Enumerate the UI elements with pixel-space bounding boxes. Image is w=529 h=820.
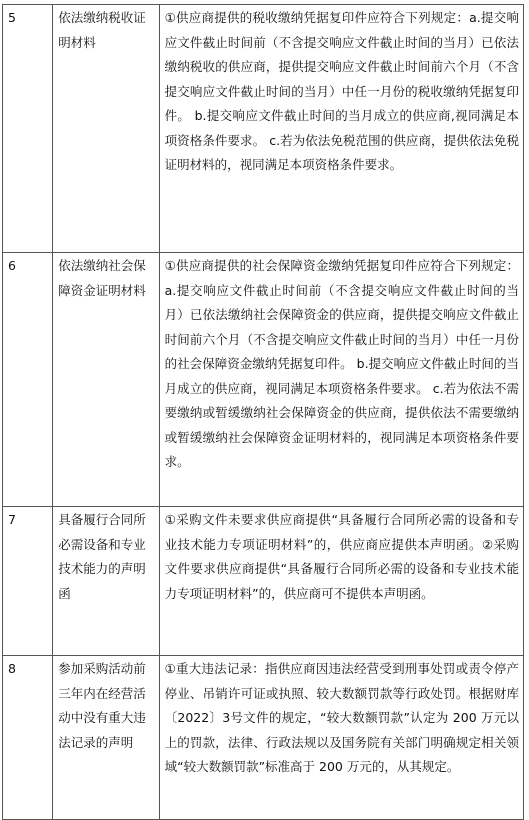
table-row <box>3 656 524 820</box>
material-name: 依法缴纳税收证明材料 <box>53 5 159 253</box>
row-number: 6 <box>3 253 53 507</box>
material-name: 具备履行合同所必需设备和专业技术能力的声明函 <box>53 507 159 656</box>
requirement-text: ①供应商提供的社会保障资金缴纳凭据复印件应符合下列规定： a.提交响应文件截止时间前（不含提交响应文件截止时间的当月）已依法缴纳社会保障资金的供应商，提供提交响应文件截止时间前六个月（不含提交响应文件截止时间的当月）中任一月份的社会保障资金缴纳凭据复印件。 b.提交响应文件截止时间的当月成立的供应商，视同满足本项资格条件要求。 c.若为依法不需要缴纳或暂缓缴纳社会保障资金的供应商，提供依法不需要缴纳或暂缓缴纳社会保障资金证明材料的，视同满足本项资格条件要求。 <box>159 253 523 507</box>
table-row <box>3 507 524 656</box>
row-number: 7 <box>3 507 53 656</box>
material-name: 依法缴纳社会保障资金证明材料 <box>53 253 159 507</box>
material-name: 参加采购活动前三年内在经营活动中没有重大违法记录的声明 <box>53 656 159 820</box>
table-row <box>3 5 524 253</box>
row-number: 8 <box>3 656 53 820</box>
requirement-text: ①重大违法记录：指供应商因违法经营受到刑事处罚或责令停产停业、吊销许可证或执照、较大数额罚款等行政处罚。根据财库〔2022〕3号文件的规定，“较大数额罚款”认定为 200 万元以上的罚款，法律、行政法规以及国务院有关部门明确规定相关领域“较大数额罚款”标准高于 200 万元的，从其规定。 <box>159 656 523 820</box>
requirement-text: ①供应商提供的税收缴纳凭据复印件应符合下列规定：a.提交响应文件截止时间前（不含提交响应文件截止时间的当月）已依法缴纳税收的供应商，提供提交响应文件截止时间前六个月（不含提交响应文件截止时间的当月）中任一月份的税收缴纳凭据复印件。 b.提交响应文件截止时间的当月成立的供应商,视同满足本项资格条件要求。 c.若为依法免税范围的供应商，提供依法免税证明材料的，视同满足本项资格条件要求。 <box>159 5 523 253</box>
requirement-text: ①采购文件未要求供应商提供“具备履行合同所必需的设备和专业技术能力专项证明材料”的，供应商应提供本声明函。②采购文件要求供应商提供“具备履行合同所必需的设备和专业技术能力专项证明材料”的，供应商可不提供本声明函。 <box>159 507 523 656</box>
row-number: 5 <box>3 5 53 253</box>
table-row <box>3 253 524 507</box>
qualification-requirements-table <box>2 4 524 820</box>
